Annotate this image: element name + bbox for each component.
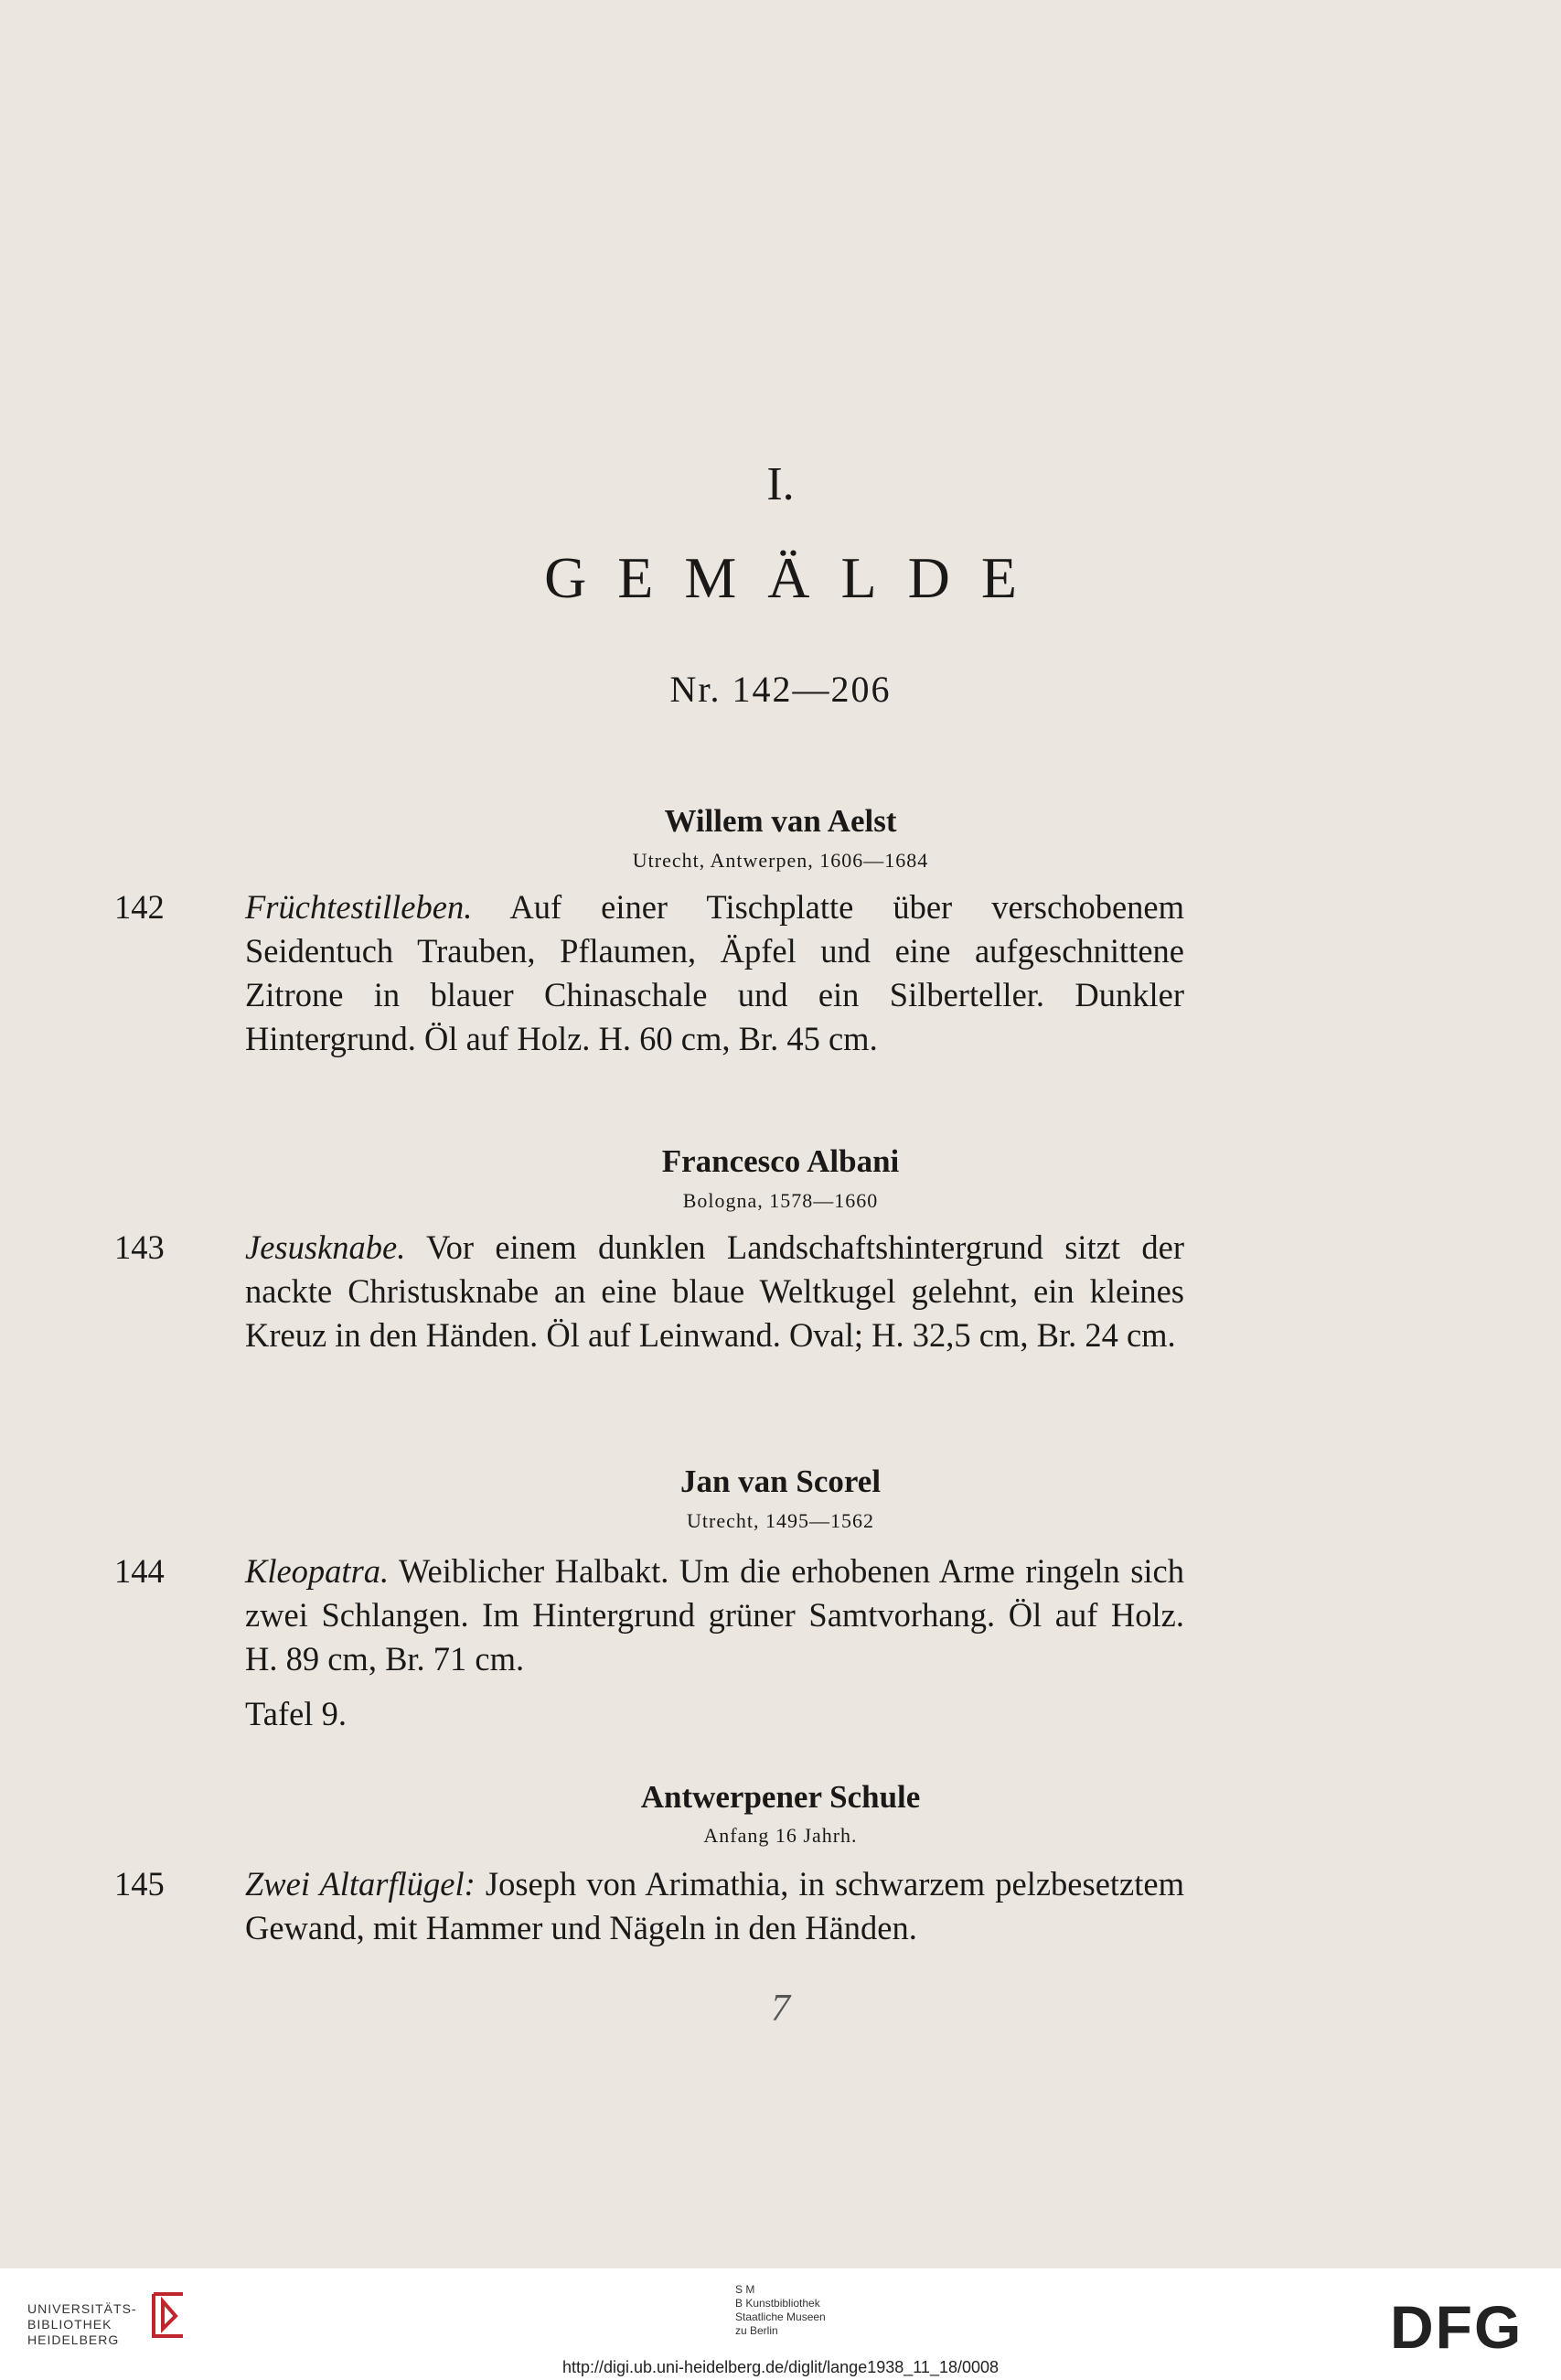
entry-number: 144 (114, 1552, 165, 1590)
entry-title: Früchtestilleben. (245, 888, 473, 926)
entry-text: Vor einem dunklen Landschaftshintergrund sitzt der nackte Christusknabe an eine blaue Weltkugel gelehnt, ein kleines Kreuz in den Händen. Öl auf Leinwand. Oval; H. 32,5 cm, Br. 24 cm. (245, 1228, 1184, 1354)
entry-title: Jesusknabe. (245, 1228, 406, 1266)
artist-dates: Anfang 16 Jahrh. (703, 1824, 858, 1847)
entry-number: 142 (114, 888, 165, 926)
entry-title: Kleopatra. (245, 1552, 390, 1590)
catalogue-entry (114, 1226, 1184, 1357)
entry-title: Zwei Altarflügel: (245, 1865, 476, 1903)
artist-dates: Utrecht, 1495—1562 (687, 1509, 874, 1532)
library-logo[interactable]: UNIVERSITÄTS- BIBLIOTHEK HEIDELBERG (27, 2301, 137, 2347)
library-mark-icon (146, 2289, 190, 2342)
entry-number: 145 (114, 1865, 165, 1903)
section-number: I. (766, 458, 795, 510)
entry-text: Joseph von Arimathia, in schwarzem pelzbesetztem Gewand, mit Hammer und Nägeln in den Händen. (245, 1865, 1184, 1946)
museum-logo-text: S M B Kunstbibliothek Staatliche Museen zu Berlin (735, 2283, 826, 2337)
section-title: GEMÄLDE (544, 545, 1048, 610)
artist-dates: Bologna, 1578—1660 (682, 1189, 879, 1212)
entry-text: Weiblicher Halbakt. Um die erhobenen Arme ringeln sich zwei Schlangen. Im Hintergrund grüner Samtvorhang. Öl auf Holz. H. 89 cm, Br. 71 cm. (245, 1552, 1184, 1678)
page-folio: 7 (771, 1988, 790, 2030)
entry-text: Auf einer Tischplatte über verschobenem Seidentuch Trauben, Pflaumen, Äpfel und eine aufgeschnittene Zitrone in blauer Chinaschale und ein Silberteller. Dunkler Hintergrund. Öl auf Holz. H. 60 cm, Br. 45 cm. (245, 888, 1184, 1057)
permalink-url[interactable]: http://digi.ub.uni-heidelberg.de/diglit/lange1938_11_18/0008 (561, 2358, 1000, 2376)
artist-dates: Utrecht, Antwerpen, 1606—1684 (632, 849, 929, 872)
artist-name: Francesco Albani (661, 1143, 900, 1179)
catalogue-entry (114, 1862, 1184, 1950)
plate-reference: Tafel 9. (245, 1695, 347, 1732)
artist-name: Willem van Aelst (664, 803, 897, 839)
entry-number: 143 (114, 1228, 165, 1266)
dfg-logo[interactable]: DFG (1390, 2293, 1524, 2361)
artist-name: Antwerpener Schule (640, 1779, 921, 1815)
viewer-footer (0, 2268, 1561, 2380)
artist-name: Jan van Scorel (679, 1463, 882, 1499)
catalogue-entry (114, 885, 1184, 1061)
catalogue-entry (114, 1549, 1184, 1681)
catalogue-range: Nr. 142—206 (669, 669, 892, 710)
